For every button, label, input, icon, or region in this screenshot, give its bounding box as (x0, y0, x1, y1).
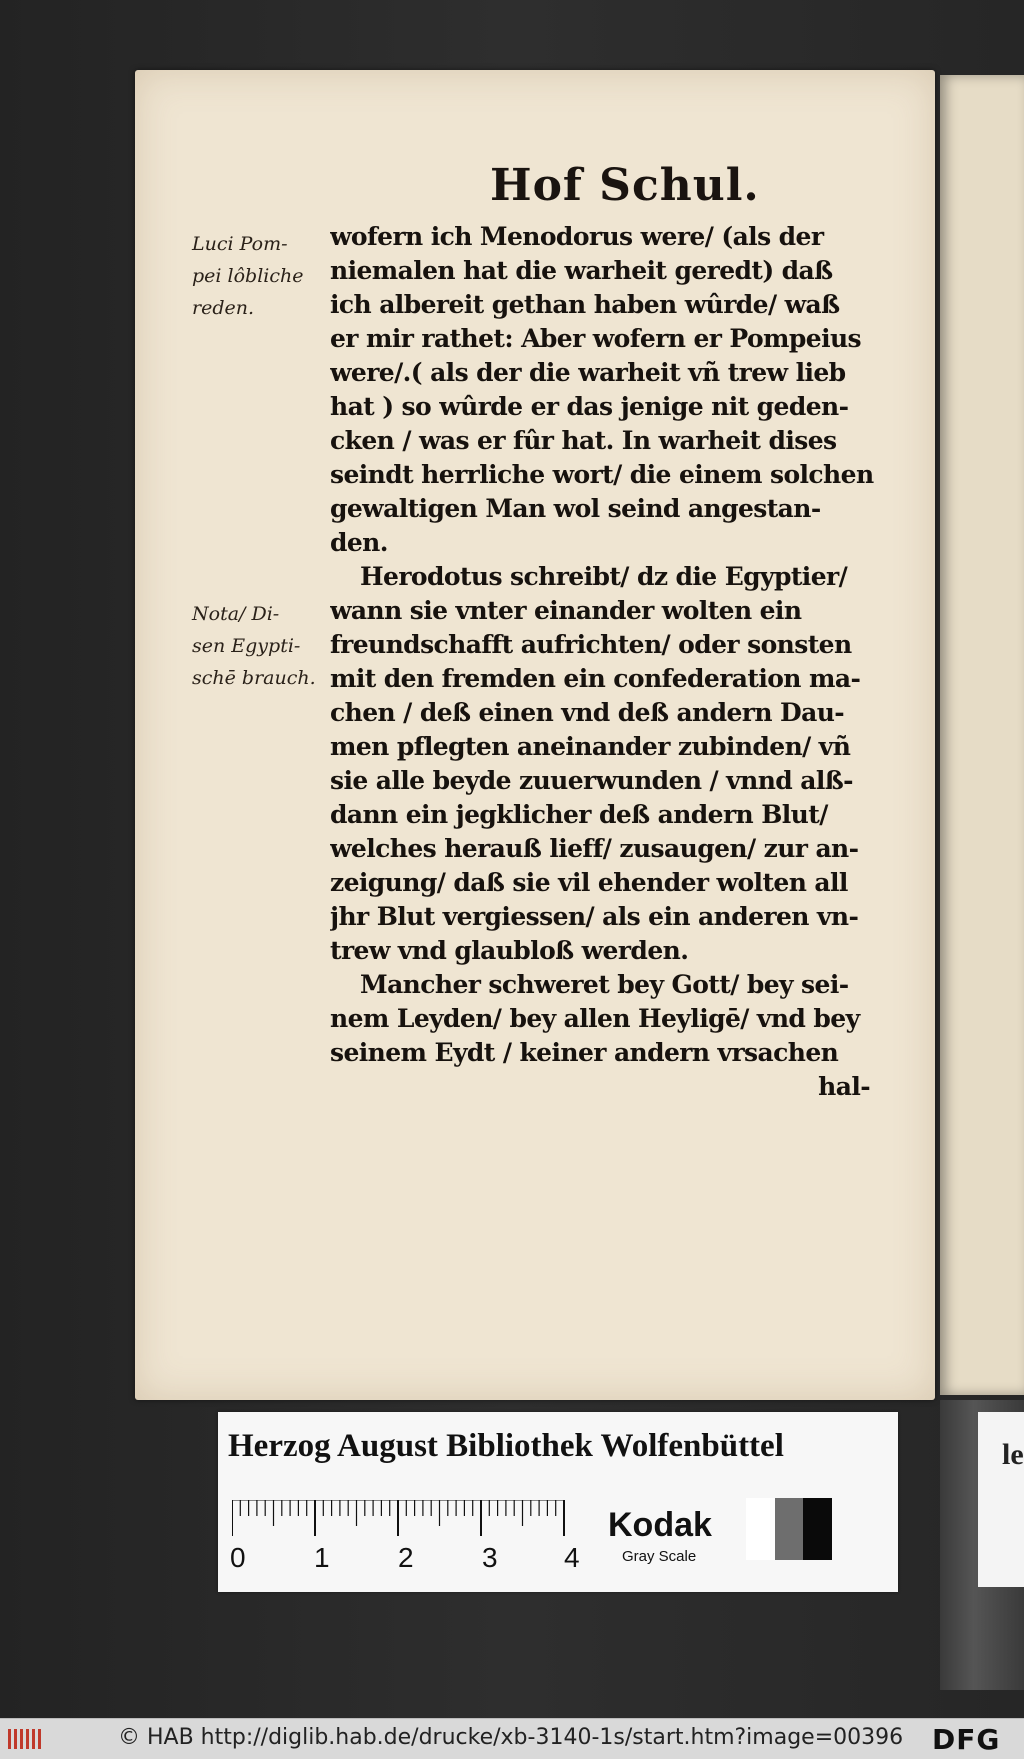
ruler-number: 0 (230, 1542, 246, 1573)
copyright-url[interactable]: © HAB http://diglib.hab.de/drucke/xb-3140-1s/start.htm?image=00396 (118, 1725, 904, 1750)
margin-note-line: pei lôbliche (192, 265, 304, 287)
adjacent-page (940, 75, 1024, 1395)
running-head: Hof Schul. (490, 160, 760, 211)
text-line: chen / deß einen vnd deß andern Dau- (330, 698, 845, 727)
text-line: mit den fremden ein confederation ma- (330, 664, 861, 693)
text-line: trew vnd glaubloß werden. (330, 936, 689, 965)
margin-note-2 (192, 598, 322, 694)
footer-bar (0, 1718, 1024, 1759)
main-text-block (330, 220, 890, 1104)
hab-logo-icon (6, 1727, 46, 1751)
ruler-number: 2 (398, 1542, 414, 1573)
margin-note-line: reden. (192, 297, 255, 319)
ruler-number: 3 (482, 1542, 498, 1573)
text-line: men pflegten aneinander zubinden/ vñ (330, 732, 851, 761)
text-line: zeigung/ daß sie vil ehender wolten all (330, 868, 848, 897)
text-line: den. (330, 528, 388, 557)
text-line: wofern ich Menodorus were/ (als der (330, 222, 824, 251)
margin-note-line: schē brauch. (192, 667, 316, 689)
text-line: ich albereit gethan haben wûrde/ waß (330, 290, 840, 319)
text-line: seindt herrliche wort/ die einem solchen (330, 460, 874, 489)
text-line: were/.( als der die warheit vñ trew lieb (330, 358, 846, 387)
text-line: welches herauß lieff/ zusaugen/ zur an- (330, 834, 859, 863)
adjacent-color-card: le (978, 1412, 1024, 1587)
catchword: hal- (818, 1072, 870, 1101)
text-line: seinem Eydt / keiner andern vrsachen (330, 1038, 839, 1067)
color-reference-card (218, 1412, 898, 1592)
ruler-number: 1 (314, 1542, 330, 1573)
margin-note-line: Luci Pom- (192, 233, 288, 255)
text-line: sie alle beyde zuuerwunden / vnnd alß- (330, 766, 853, 795)
text-line: hat ) so wûrde er das jenige nit geden- (330, 392, 849, 421)
text-line: nem Leyden/ bey allen Heyligē/ vnd bey (330, 1004, 860, 1033)
gray-scale-swatches (746, 1498, 832, 1560)
swatch-gray (775, 1498, 804, 1560)
margin-note-line: Nota/ Di- (192, 603, 280, 625)
text-line: gewaltigen Man wol seind angestan- (330, 494, 821, 523)
text-line: cken / was er fûr hat. In warheit dises (330, 426, 837, 455)
gray-scale-label: Gray Scale (622, 1548, 697, 1565)
margin-note-line: sen Egypti- (192, 635, 301, 657)
text-line: niemalen hat die warheit geredt) daß (330, 256, 833, 285)
text-line: Mancher schweret bey Gott/ bey sei- (360, 970, 849, 999)
text-line: dann ein jegklicher deß andern Blut/ (330, 800, 828, 829)
text-line: jhr Blut vergiessen/ als ein anderen vn- (330, 902, 859, 931)
dfg-logo: DFG (932, 1723, 1001, 1756)
ruler-number: 4 (564, 1542, 580, 1573)
text-line: wann sie vnter einander wolten ein (330, 596, 802, 625)
margin-note-1 (192, 228, 322, 324)
text-line: er mir rathet: Aber wofern er Pompeius (330, 324, 862, 353)
text-line: Herodotus schreibt/ dz die Egyptier/ (360, 562, 848, 591)
swatch-black (803, 1498, 832, 1560)
library-name: Herzog August Bibliothek Wolfenbüttel (228, 1428, 784, 1464)
kodak-logo: Kodak (608, 1506, 712, 1544)
text-line: freundschafft aufrichten/ oder sonsten (330, 630, 852, 659)
swatch-white (746, 1498, 775, 1560)
